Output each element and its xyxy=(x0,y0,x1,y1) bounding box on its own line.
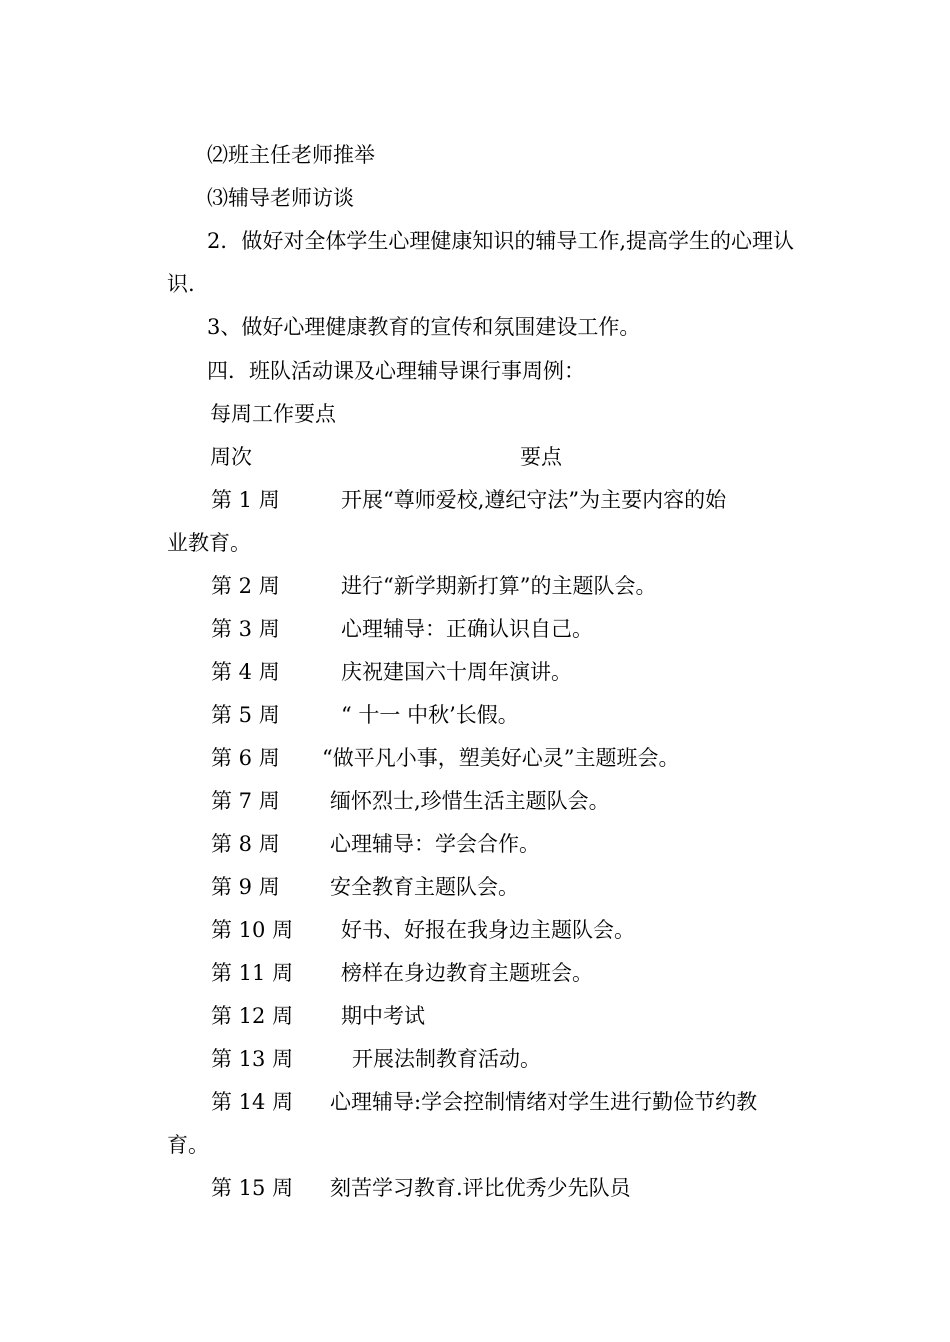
week-number: 第 13 周 xyxy=(211,1047,294,1071)
weekly-points-subtitle: 每周工作要点 xyxy=(210,402,336,426)
week-point: 心理辅导：学会合作。 xyxy=(330,832,540,856)
week-number: 第 3 周 xyxy=(211,617,280,641)
week-point: 安全教育主题队会。 xyxy=(330,875,519,899)
week-number: 第 15 周 xyxy=(211,1176,294,1200)
week-point: 开展“尊师爱校,遵纪守法”为主要内容的始 xyxy=(341,488,727,512)
item-class-teacher-recommend: ⑵班主任老师推举 xyxy=(207,143,375,167)
week-number: 第 2 周 xyxy=(211,574,280,598)
week-point-continuation: 业教育。 xyxy=(167,531,251,555)
week-number: 第 5 周 xyxy=(211,703,280,727)
week-row xyxy=(0,1045,950,1073)
paragraph-3: 3、做好心理健康教育的宣传和氛围建设工作。 xyxy=(207,315,641,339)
week-point-continuation: 育。 xyxy=(167,1133,209,1157)
week-row xyxy=(0,701,950,729)
week-point: 心理辅导:学会控制情绪对学生进行勤俭节约教 xyxy=(330,1090,758,1114)
week-row xyxy=(0,486,950,514)
week-number: 第 10 周 xyxy=(211,918,294,942)
week-point: 刻苦学习教育.评比优秀少先队员 xyxy=(330,1176,631,1200)
week-point: “ 十一 中秋’长假。 xyxy=(341,703,519,727)
week-point: 期中考试 xyxy=(341,1004,425,1028)
section-heading-4: 四．班队活动课及心理辅导课行事周例： xyxy=(207,359,585,383)
week-number: 第 11 周 xyxy=(211,961,294,985)
week-number: 第 6 周 xyxy=(211,746,280,770)
week-row xyxy=(0,1174,950,1202)
week-point: 庆祝建国六十周年演讲。 xyxy=(341,660,572,684)
column-header-week: 周次 xyxy=(210,445,252,469)
week-point: 榜样在身边教育主题班会。 xyxy=(341,961,593,985)
week-row xyxy=(0,787,950,815)
week-point: 开展法制教育活动。 xyxy=(352,1047,541,1071)
week-number: 第 12 周 xyxy=(211,1004,294,1028)
week-point: 心理辅导：正确认识自己。 xyxy=(341,617,593,641)
week-point: 缅怀烈士,珍惜生活主题队会。 xyxy=(330,789,610,813)
week-row xyxy=(0,572,950,600)
week-row xyxy=(0,1088,950,1116)
week-number: 第 1 周 xyxy=(211,488,280,512)
week-number: 第 4 周 xyxy=(211,660,280,684)
week-number: 第 8 周 xyxy=(211,832,280,856)
week-row xyxy=(0,916,950,944)
week-point: “做平凡小事，塑美好心灵”主题班会。 xyxy=(322,746,680,770)
week-number: 第 7 周 xyxy=(211,789,280,813)
item-counselor-interview: ⑶辅导老师访谈 xyxy=(207,186,354,210)
week-row xyxy=(0,1002,950,1030)
week-row xyxy=(0,873,950,901)
week-row xyxy=(0,959,950,987)
paragraph-2-line-2: 识. xyxy=(167,272,195,296)
column-header-points: 要点 xyxy=(520,445,562,469)
week-row xyxy=(0,830,950,858)
week-number: 第 14 周 xyxy=(211,1090,294,1114)
week-row xyxy=(0,744,950,772)
week-row xyxy=(0,658,950,686)
week-row xyxy=(0,615,950,643)
paragraph-2-line-1: 2．做好对全体学生心理健康知识的辅导工作,提高学生的心理认 xyxy=(207,229,795,253)
week-point: 好书、好报在我身边主题队会。 xyxy=(341,918,635,942)
week-point: 进行“新学期新打算”的主题队会。 xyxy=(341,574,657,598)
week-number: 第 9 周 xyxy=(211,875,280,899)
